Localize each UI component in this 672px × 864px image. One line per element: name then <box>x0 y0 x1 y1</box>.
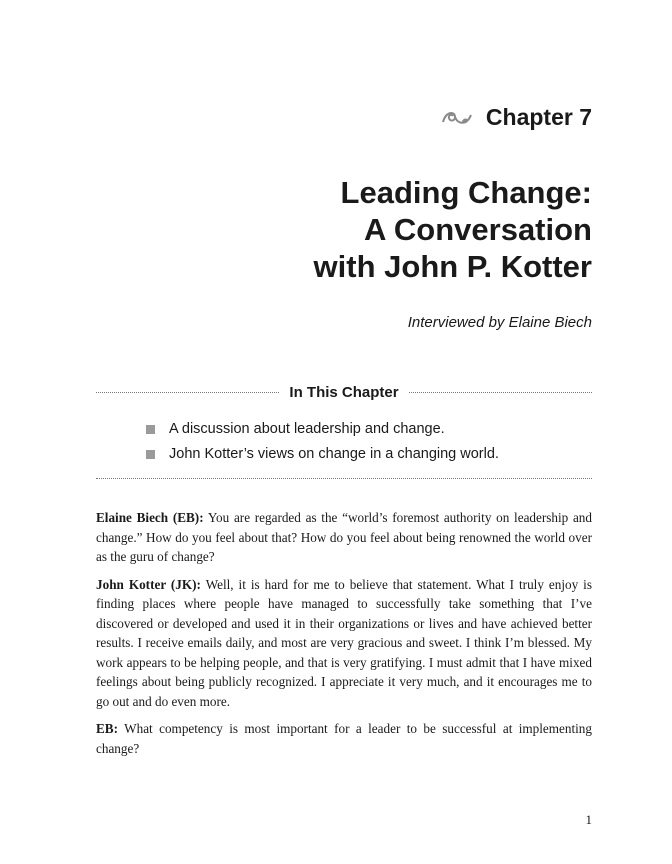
paragraph-text: What competency is most important for a leader to be successful at implementing change? <box>96 721 592 756</box>
speaker-label: Elaine Biech (EB): <box>96 510 204 525</box>
title-line-2: A Conversation <box>364 212 592 247</box>
square-bullet-icon <box>146 425 155 434</box>
paragraph-text: Well, it is hard for me to believe that statement. What I truly enjoy is finding places where people have managed to successfully take something that I’ve discovered or developed and used it in their organizations or lives and have achieved better results. I receive emails daily, and most are very gracious and sweet. I think I’m blessed. My work appears to be helping people, and that is very gratifying. I must admit that I have mixed feelings about being publicly recognized. I appreciate it very much, and it encourages me to go out and do even more. <box>96 576 592 709</box>
dotted-rule-left <box>96 392 279 393</box>
list-item <box>146 442 592 467</box>
list-item-text: A discussion about leadership and change. <box>169 421 445 437</box>
speaker-label: EB: <box>96 721 118 736</box>
chapter-label <box>440 104 592 131</box>
interview-body <box>96 508 592 766</box>
paragraph <box>96 508 592 567</box>
list-item-text: John Kotter’s views on change in a changing world. <box>169 446 499 462</box>
title-line-1: Leading Change: <box>340 175 592 210</box>
fleuron-icon <box>440 107 474 129</box>
box-heading: In This Chapter <box>289 383 399 401</box>
chapter-number: Chapter 7 <box>485 104 592 130</box>
paragraph <box>96 719 592 758</box>
paragraph-text: You are regarded as the “world’s foremost authority on leadership and change.” How do you feel about that? How do you feel about being renowned the world over as the guru of change? <box>96 510 592 564</box>
square-bullet-icon <box>146 450 155 459</box>
title-line-3: with John P. Kotter <box>313 249 592 284</box>
box-heading-row <box>96 380 592 404</box>
chapter-summary-list <box>96 417 592 467</box>
in-this-chapter-box <box>96 380 592 479</box>
paragraph <box>96 575 592 712</box>
dotted-rule-right <box>409 392 592 393</box>
list-item <box>146 417 592 442</box>
chapter-title <box>314 174 592 285</box>
page-number: 1 <box>585 812 592 827</box>
byline: Interviewed by Elaine Biech <box>407 314 592 331</box>
speaker-label: John Kotter (JK): <box>96 576 201 592</box>
dotted-rule-bottom <box>96 478 592 479</box>
